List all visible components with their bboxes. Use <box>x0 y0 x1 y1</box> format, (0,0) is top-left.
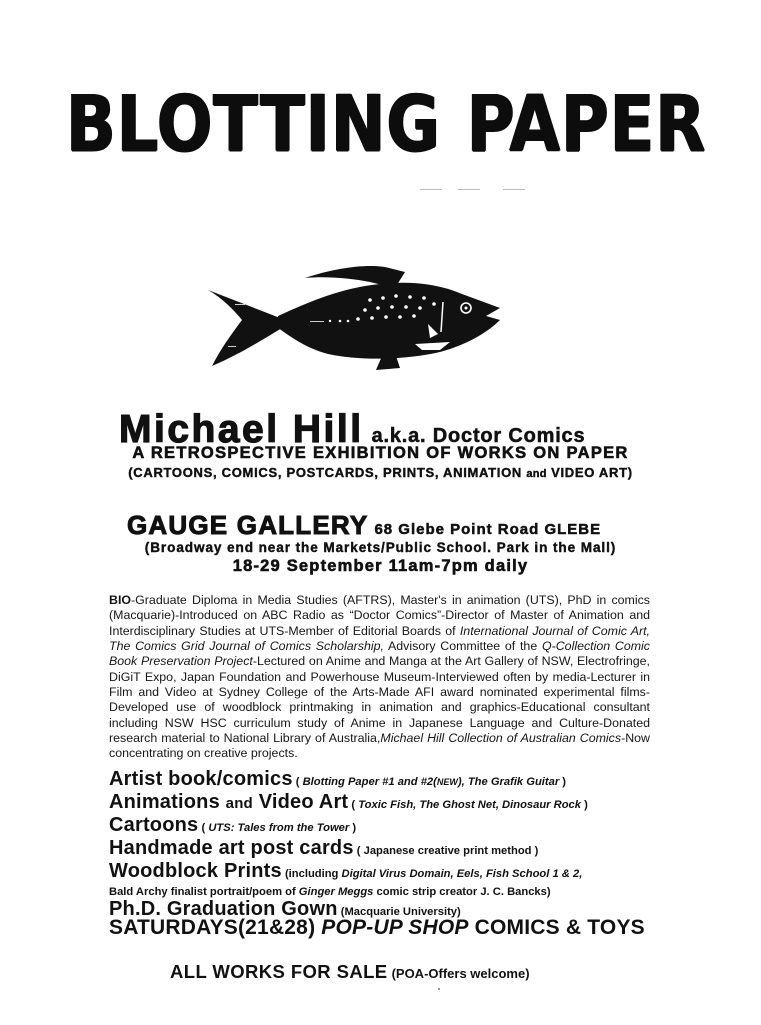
woodblock-fish-icon <box>200 258 520 373</box>
works-detail: (including <box>281 868 342 880</box>
works-label: Handmade art post cards <box>109 837 354 859</box>
title-word-paper: PAPER <box>466 78 707 169</box>
new-badge: NEW <box>436 777 458 787</box>
works-item-cartoons <box>109 814 356 837</box>
works-detail: (Macquarie University) <box>337 906 461 918</box>
works-detail: Digital Virus Domain, Eels, Fish School 1 & 2, <box>341 868 583 880</box>
exhibition-dates: 18-29 September 11am-7pm daily <box>232 557 529 575</box>
works-detail: UTS: Tales from the Tower <box>208 822 350 834</box>
paren: ) <box>581 799 588 811</box>
works-detail: ), The Grafik Guitar <box>457 776 560 788</box>
bio-collection: Michael Hill Collection of Australian Comics <box>380 731 622 746</box>
works-detail: Toxic Fish, The Ghost Net, Dinosaur Rock <box>358 799 581 811</box>
works-label: POP-UP SHOP <box>321 916 469 939</box>
works-label: COMICS & TOYS <box>468 916 645 939</box>
sale-note: (POA-Offers welcome) <box>391 966 530 981</box>
works-detail: Blotting Paper #1 and #2( <box>302 776 437 788</box>
works-item-woodblock <box>109 860 582 883</box>
bio-project: Q-Collection Comic Book Preservation Project <box>109 639 650 669</box>
artist-aka: a.k.a. Doctor Comics <box>371 425 586 447</box>
exhibition-headline: A RETROSPECTIVE EXHIBITION OF WORKS ON PAPER <box>132 444 629 462</box>
bio-text: -Lectured on Anime and Manga at the Art Gallery of NSW, Electrofringe, DiGiT Expo, Japan Foundation and Powerhouse Museum-Interviewed often by media-Lecturer in Film and Video at Sydney College of the Arts-Made AFI award nominated experimental films-Developed use of woodblock printmaking in animation and graphics-Educational consultant including NSW HSC curriculum study of Anime in Japanese Language and Culture-Donated research material to National Library of Australia, <box>109 654 651 746</box>
works-item-popup-shop <box>109 916 645 940</box>
sale-line <box>170 961 530 983</box>
categories-text: (CARTOONS, COMICS, POSTCARDS, PRINTS, ANIMATION <box>128 465 527 480</box>
poster-title <box>66 78 707 170</box>
works-label-and: and <box>225 795 253 812</box>
bio-text: -Graduate Diploma in Media Studies (AFTRS), Master's in animation (UTS), PhD in comics (Macquarie)-Introduced on ABC Radio as “Doctor Comics”-Director of Master of Animation and Interdisciplinary Studies at UTS-Member of Editorial Boards of <box>109 593 650 638</box>
paren: ) <box>559 776 567 788</box>
bio-paragraph <box>109 593 650 762</box>
artist-name: Michael Hill <box>119 408 364 451</box>
paren: ( <box>198 822 209 834</box>
sale-headline: ALL WORKS FOR SALE <box>170 961 388 982</box>
venue-name: GAUGE GALLERY <box>127 510 369 540</box>
exhibition-categories <box>0 465 761 480</box>
bio-text: Advisory Committee of the <box>383 639 542 654</box>
bio-text: -Now concentrating on creative projects. <box>109 731 650 761</box>
works-detail: ( Japanese creative print method ) <box>353 845 539 857</box>
paren: ( <box>348 799 359 811</box>
print-speck <box>438 988 440 990</box>
works-detail: comic strip creator J. C. Bancks) <box>373 886 551 898</box>
works-label: Ph.D. Graduation Gown <box>109 898 338 920</box>
works-label: Woodblock Prints <box>109 860 282 882</box>
works-label: Video Art <box>252 791 349 813</box>
categories-and: and <box>526 468 547 480</box>
paren: ) <box>349 822 357 834</box>
paren: ( <box>292 776 303 788</box>
works-label: Artist book/comics <box>109 768 293 790</box>
works-label: Animations <box>109 791 226 813</box>
works-item-postcards <box>109 837 538 860</box>
works-detail: Ginger Meggs <box>298 886 374 898</box>
bio-journals: International Journal of Comic Art, The Comics Grid Journal of Comics Scholarship, <box>109 623 650 654</box>
bio-label: BIO <box>109 593 132 607</box>
works-detail: Bald Archy finalist portrait/poem of <box>109 886 299 898</box>
works-label: Cartoons <box>109 814 199 836</box>
works-item-artist-books <box>109 768 566 791</box>
venue-address: 68 Glebe Point Road GLEBE <box>374 521 602 538</box>
title-word-blotting: BLOTTING <box>66 78 441 169</box>
venue-directions: (Broadway end near the Markets/Public School. Park in the Mall) <box>144 540 617 555</box>
works-label: SATURDAYS(21&28) <box>109 916 322 939</box>
venue-line <box>127 510 601 541</box>
works-item-animations <box>109 791 588 814</box>
categories-text-end: VIDEO ART) <box>546 465 633 480</box>
